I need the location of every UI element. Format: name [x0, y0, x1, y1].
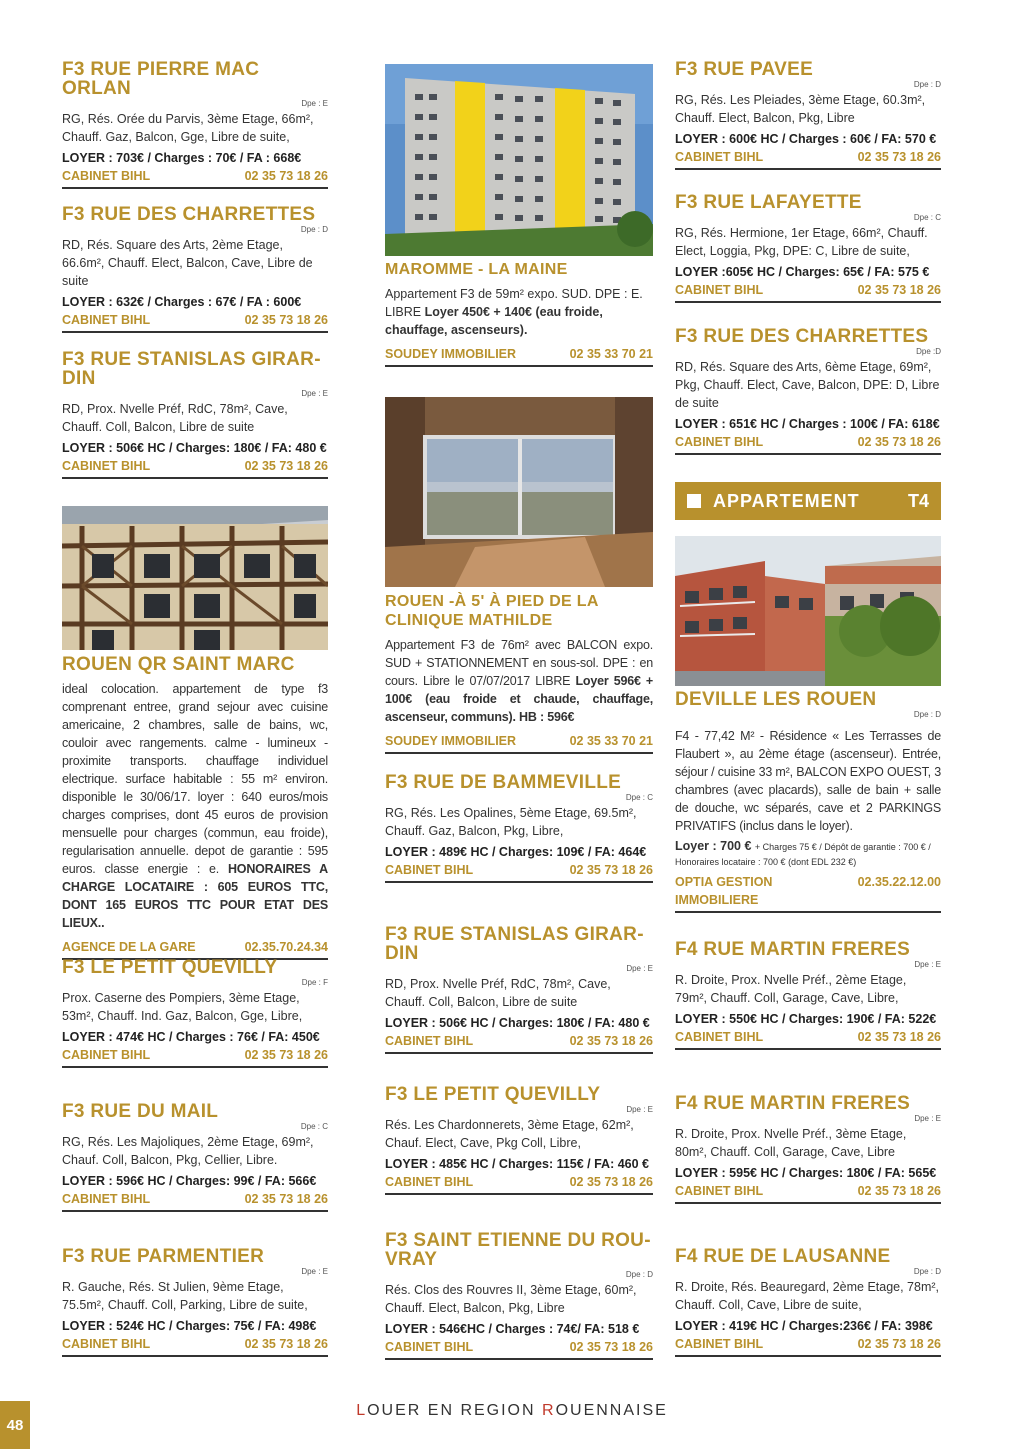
square-icon	[687, 494, 701, 508]
listing-title: F3 RUE PARMENTIER	[62, 1246, 265, 1267]
agency-name: CABINET BIHL	[385, 863, 474, 877]
section-label: APPARTEMENT	[713, 490, 860, 511]
agency-phone[interactable]: 02 35 73 18 26	[244, 169, 328, 183]
listing-contact	[385, 732, 653, 754]
listing-contact	[385, 1338, 653, 1360]
dpe-label: Dpe : D	[300, 225, 328, 234]
listing-contact	[385, 861, 653, 883]
agency-name: AGENCE DE LA GARE	[62, 940, 196, 954]
listing-title: F3 RUE STANISLAS GIRAR-DIN	[62, 349, 321, 389]
listing-description: Rés. Les Chardonnerets, 3ème Etage, 62m², Chauf. Elect, Cave, Pkg Coll, Libre,	[385, 1118, 634, 1150]
listing-rent: LOYER : 506€ HC / Charges: 180€ / FA: 480 €	[385, 1016, 650, 1030]
listing-title: F3 LE PETIT QUEVILLY	[385, 1084, 601, 1105]
listing-description: R. Droite, Prox. Nvelle Préf., 2ème Etage, 79m², Chauff. Coll, Garage, Cave, Libre,	[675, 973, 907, 1005]
listing-title: F3 RUE LAFAYETTE	[675, 192, 862, 213]
agency-phone[interactable]: 02 35 73 18 26	[244, 1192, 328, 1206]
agency-phone[interactable]: 02 35 73 18 26	[569, 1340, 653, 1354]
listing	[385, 260, 653, 367]
listing-contact	[62, 457, 328, 479]
agency-phone[interactable]: 02 35 33 70 21	[569, 347, 653, 361]
listing	[385, 773, 653, 883]
agency-phone[interactable]: 02 35 73 18 26	[857, 1337, 941, 1351]
agency-phone[interactable]: 02 35 73 18 26	[857, 435, 941, 449]
agency-name: CABINET BIHL	[675, 1030, 764, 1044]
agency-name: CABINET BIHL	[675, 150, 764, 164]
listing-description-text: Appartement F3 de 59m² expo. SUD. DPE : E. LIBRE	[385, 287, 643, 319]
agency-phone[interactable]: 02 35 73 18 26	[569, 863, 653, 877]
listing-contact	[62, 1046, 328, 1068]
listing-contact	[675, 148, 941, 170]
listing-title: F3 RUE PAVEE	[675, 59, 814, 80]
agency-name: CABINET BIHL	[675, 435, 764, 449]
listing-description: RD, Prox. Nvelle Préf, RdC, 78m², Cave, Chauff. Coll, Balcon, Libre de suite	[385, 977, 611, 1009]
listing-contact	[385, 1032, 653, 1054]
listing-contact	[675, 873, 941, 913]
listing-description	[385, 636, 653, 726]
agency-phone[interactable]: 02 35 33 70 21	[569, 734, 653, 748]
listing	[62, 60, 328, 189]
agency-name: CABINET BIHL	[62, 1337, 151, 1351]
listing-description-text: Appartement F3 de 76m² avec BALCON expo. SUD + STATIONNEMENT en sous-sol. DPE : en cours. Libre le 07/07/2017 LIBRE	[385, 638, 653, 688]
dpe-label: Dpe : E	[301, 1267, 328, 1276]
listing	[675, 1247, 941, 1357]
listing	[675, 193, 941, 303]
listing-description: RG, Rés. Les Opalines, 5ème Etage, 69.5m², Chauff. Gaz, Balcon, Pkg, Libre,	[385, 806, 637, 838]
agency-name: SOUDEY IMMOBILIER	[385, 347, 517, 361]
agency-phone[interactable]: 02 35 73 18 26	[244, 313, 328, 327]
listing-description: R. Gauche, Rés. St Julien, 9ème Etage, 75.5m², Chauff. Coll, Parking, Libre de suite,	[62, 1280, 308, 1312]
listing-title: F4 RUE MARTIN FRERES	[675, 1093, 911, 1114]
page-footer	[0, 1402, 1024, 1420]
listing-rent: LOYER : 489€ HC / Charges: 109€ / FA: 464€	[385, 845, 647, 859]
agency-name: CABINET BIHL	[62, 459, 151, 473]
listing-rent: LOYER : 595€ HC / Charges: 180€ / FA: 565€	[675, 1166, 937, 1180]
listing-contact	[62, 311, 328, 333]
agency-phone[interactable]: 02 35 73 18 26	[244, 459, 328, 473]
agency-name: CABINET BIHL	[385, 1175, 474, 1189]
listing-title: F3 RUE PIERRE MAC ORLAN	[62, 59, 260, 99]
agency-name: CABINET BIHL	[675, 283, 764, 297]
listing-contact	[62, 167, 328, 189]
agency-phone[interactable]: 02.35.22.12.00	[857, 875, 941, 889]
listing-description: RG, Rés. Hermione, 1er Etage, 66m², Chauff. Elect, Loggia, Pkg, DPE: C, Libre de suite,	[675, 226, 928, 258]
listing-description: Rés. Clos des Rouvres II, 3ème Etage, 60m², Chauff. Elect, Balcon, Pkg, Libre	[385, 1283, 637, 1315]
listing	[675, 940, 941, 1050]
listing-description: RD, Rés. Square des Arts, 2ème Etage, 66.6m², Chauff. Elect, Balcon, Cave, Libre de suite	[62, 238, 313, 288]
listing	[62, 1247, 328, 1357]
dpe-label: Dpe : E	[626, 1105, 653, 1114]
dpe-label: Dpe : E	[626, 964, 653, 973]
tower-block-image	[385, 64, 653, 256]
listing-description: RG, Rés. Les Majoliques, 2ème Etage, 69m², Chauf. Coll, Balcon, Pkg, Cellier, Libre.	[62, 1135, 314, 1167]
agency-name: SOUDEY IMMOBILIER	[385, 734, 517, 748]
listing-title: ROUEN QR SAINT MARC	[62, 654, 295, 675]
residence-image	[675, 536, 941, 686]
listing-rent: LOYER :605€ HC / Charges: 65€ / FA: 575 €	[675, 265, 930, 279]
listing-title: F3 RUE DES CHARRETTES	[675, 326, 929, 347]
agency-phone[interactable]: 02 35 73 18 26	[857, 283, 941, 297]
listing	[385, 592, 653, 754]
section-type: T4	[907, 490, 929, 511]
listing-title: ROUEN -À 5' À PIED DE LA CLINIQUE MATHILDE	[385, 593, 599, 629]
listing-description: F4 - 77,42 M² - Résidence « Les Terrasses de Flaubert », au 2ème étage (ascenseur). Entrée, séjour / cuisine 33 m², BALCON EXPO OUEST, 3 chambres (avec placards), salle de bain + salle de douche, wc séparés, cave et 2 PARKINGS PRIVATIFS (inclus dans le loyer).	[675, 729, 941, 833]
listing	[675, 690, 941, 913]
listing-rent: LOYER : 419€ HC / Charges:236€ / FA: 398€	[675, 1319, 933, 1333]
footer-initial-l: L	[356, 1402, 368, 1419]
listing	[62, 205, 328, 333]
listing-rent: LOYER : 651€ HC / Charges : 100€ / FA: 618€	[675, 417, 940, 431]
listing	[675, 327, 941, 455]
listing-rent: LOYER : 546€HC / Charges : 74€/ FA: 518 €	[385, 1322, 640, 1336]
listing-description: RG, Rés. Orée du Parvis, 3ème Etage, 66m², Chauff. Gaz, Balcon, Gge, Libre de suite,	[62, 112, 314, 144]
listing-title: F4 RUE MARTIN FRERES	[675, 939, 911, 960]
listing-contact	[62, 1190, 328, 1212]
dpe-label: Dpe : D	[913, 80, 941, 89]
listing-rent-details: + Charges 75 € / Dépôt de garantie : 700 € / Honoraires locataire : 700 € (dont EDL 232 €)	[675, 842, 931, 867]
listing-title: F3 RUE STANISLAS GIRAR-DIN	[385, 924, 644, 964]
agency-name: OPTIA GESTION IMMOBILIERE	[675, 875, 773, 907]
listing-description-bold: Loyer 596€ + 100€ (eau froide et chaude, chauffage, ascenseur, communs). HB : 596€	[385, 674, 653, 724]
agency-name: CABINET BIHL	[62, 313, 151, 327]
dpe-label: Dpe : D	[913, 1267, 941, 1276]
listing-contact	[675, 1335, 941, 1357]
agency-phone[interactable]: 02 35 73 18 26	[569, 1175, 653, 1189]
section-header-apartment-t4	[675, 482, 941, 520]
listing-description-text: ideal colocation. appartement de type f3 comprenant entree, grand sejour avec cuisine americaine, 2 chambres, salle de bains, wc, couloir avec rangements. calme - lumineux - proximite transports. chauffage individuel electrique. surface habitable : 55 m² environ. disponible le 30/06/17. loyer : 640 euros/mois charges comprises, dont 45 euros de provision mensuelle pour charges (commun, eau froide), regularisation annuelle. depot de garantie : 595 euros. classe energie : e.	[62, 682, 328, 876]
dpe-label: Dpe : E	[301, 389, 328, 398]
dpe-label: Dpe : C	[913, 213, 941, 222]
listing-description	[62, 680, 328, 932]
listing-rent: LOYER : 474€ HC / Charges : 76€ / FA: 450€	[62, 1030, 320, 1044]
listing-rent: LOYER : 703€ / Charges : 70€ / FA : 668€	[62, 151, 302, 165]
dpe-label: Dpe : E	[914, 960, 941, 969]
listing	[385, 1231, 653, 1360]
listing	[62, 958, 328, 1068]
listing-rent	[675, 839, 941, 869]
listing	[385, 925, 653, 1054]
listing-description	[385, 285, 653, 339]
listing-contact	[62, 1335, 328, 1357]
listing-description: Prox. Caserne des Pompiers, 3ème Etage, 53m², Chauff. Ind. Gaz, Balcon, Gge, Libre,	[62, 991, 303, 1023]
listing-photo-residence	[675, 536, 941, 686]
agency-name: CABINET BIHL	[675, 1184, 764, 1198]
agency-name: CABINET BIHL	[385, 1340, 474, 1354]
listing-rent: LOYER : 485€ HC / Charges: 115€ / FA: 460 €	[385, 1157, 650, 1171]
dpe-label: Dpe : E	[301, 99, 328, 108]
agency-name: CABINET BIHL	[62, 169, 151, 183]
agency-name: CABINET BIHL	[385, 1034, 474, 1048]
listing-rent: LOYER : 596€ HC / Charges: 99€ / FA: 566€	[62, 1174, 317, 1188]
listing-description: RG, Rés. Les Pleiades, 3ème Etage, 60.3m², Chauff. Elect, Balcon, Pkg, Libre	[675, 93, 926, 125]
listing-contact	[675, 1028, 941, 1050]
listing-rent: LOYER : 506€ HC / Charges: 180€ / FA: 480 €	[62, 441, 327, 455]
dpe-label: Dpe : C	[625, 793, 653, 802]
listing-title: MAROMME - LA MAINE	[385, 261, 568, 278]
dpe-label: Dpe : F	[301, 978, 328, 987]
listing-rent: LOYER : 600€ HC / Charges : 60€ / FA: 570 €	[675, 132, 937, 146]
listing-contact	[385, 345, 653, 367]
listing-title: F4 RUE DE LAUSANNE	[675, 1246, 891, 1267]
dpe-label: Dpe : E	[914, 1114, 941, 1123]
agency-phone[interactable]: 02 35 73 18 26	[857, 1030, 941, 1044]
listing	[62, 655, 328, 960]
listing	[675, 1094, 941, 1204]
agency-name: CABINET BIHL	[62, 1048, 151, 1062]
footer-text-1: OUER EN REGION	[367, 1402, 542, 1419]
listing-description-bold: Loyer 450€ + 140€ (eau froide, chauffage, ascenseurs).	[385, 305, 603, 337]
dpe-label: Dpe : C	[300, 1122, 328, 1131]
dpe-label: Dpe :D	[916, 347, 941, 356]
agency-phone[interactable]: 02.35.70.24.34	[244, 940, 328, 954]
listing-rent: LOYER : 524€ HC / Charges: 75€ / FA: 498€	[62, 1319, 317, 1333]
listing	[385, 1085, 653, 1195]
listing-contact	[385, 1173, 653, 1195]
listing-title: F3 RUE DE BAMMEVILLE	[385, 772, 622, 793]
listing-description: RD, Prox. Nvelle Préf, RdC, 78m², Cave, Chauff. Coll, Balcon, Libre de suite	[62, 402, 288, 434]
listing-title: F3 RUE DES CHARRETTES	[62, 204, 316, 225]
agency-phone[interactable]: 02 35 73 18 26	[244, 1048, 328, 1062]
agency-phone[interactable]: 02 35 73 18 26	[244, 1337, 328, 1351]
listing-contact	[675, 433, 941, 455]
listing-description: RD, Rés. Square des Arts, 6ème Etage, 69m², Pkg, Chauff. Elect, Cave, Balcon, DPE: D, Libre de suite	[675, 360, 940, 410]
listing-rent: LOYER : 632€ / Charges : 67€ / FA : 600€	[62, 295, 302, 309]
agency-name: CABINET BIHL	[62, 1192, 151, 1206]
listing-contact	[675, 281, 941, 303]
dpe-label: Dpe : D	[625, 1270, 653, 1279]
listing-photo-timbered-house	[62, 506, 328, 650]
listing-title: F3 RUE DU MAIL	[62, 1101, 219, 1122]
listing-photo-interior	[385, 397, 653, 587]
dpe-label: Dpe : D	[913, 710, 941, 719]
listing-description: R. Droite, Rés. Beauregard, 2ème Etage, 78m², Chauff. Coll, Cave, Libre de suite,	[675, 1280, 940, 1312]
listing	[62, 350, 328, 479]
listing-photo-tower-block	[385, 64, 653, 256]
listing-rent-bold: Loyer : 700 €	[675, 839, 752, 853]
footer-text-2: OUENNAISE	[555, 1402, 668, 1419]
agency-name: CABINET BIHL	[675, 1337, 764, 1351]
listing-description-bold: HONORAIRES A CHARGE LOCATAIRE : 605 EUROS TTC, DONT 165 EUROS TTC POUR ETAT DES LIEUX..	[62, 862, 328, 930]
listing	[675, 60, 941, 170]
listing-title: DEVILLE LES ROUEN	[675, 689, 877, 710]
agency-phone[interactable]: 02 35 73 18 26	[569, 1034, 653, 1048]
listing-rent: LOYER : 550€ HC / Charges: 190€ / FA: 522€	[675, 1012, 937, 1026]
page-number: 48	[0, 1401, 30, 1449]
agency-phone[interactable]: 02 35 73 18 26	[857, 150, 941, 164]
footer-initial-r: R	[542, 1402, 556, 1419]
timbered-house-image	[62, 506, 328, 650]
agency-phone[interactable]: 02 35 73 18 26	[857, 1184, 941, 1198]
listing	[62, 1102, 328, 1212]
listing-title: F3 LE PETIT QUEVILLY	[62, 957, 278, 978]
interior-image	[385, 397, 653, 587]
listing-contact	[675, 1182, 941, 1204]
listing-description: R. Droite, Prox. Nvelle Préf., 3ème Etage, 80m², Chauff. Coll, Garage, Cave, Libre	[675, 1127, 907, 1159]
listing-title: F3 SAINT ETIENNE DU ROU-VRAY	[385, 1230, 651, 1270]
